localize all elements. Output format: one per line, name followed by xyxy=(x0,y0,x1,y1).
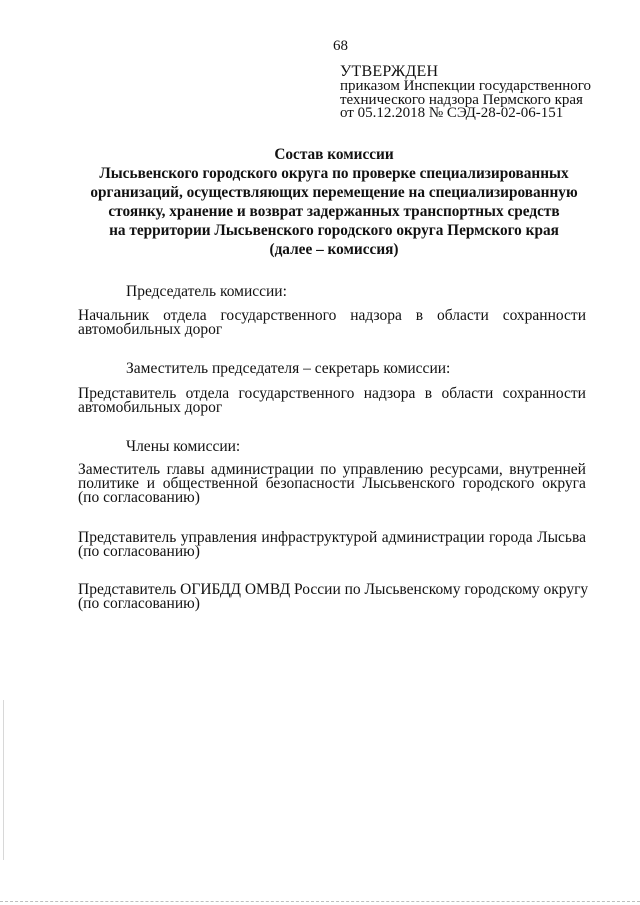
entry-word: Лысьва xyxy=(537,529,586,546)
chairman-entry xyxy=(78,309,586,337)
entry-word: города xyxy=(489,529,533,546)
entry-word: внутренней xyxy=(509,461,586,478)
entry-line: автомобильных дорог xyxy=(78,399,223,416)
title-line: Состав комиссии xyxy=(274,146,394,163)
entry-line: (по согласованию) xyxy=(78,595,200,612)
approval-stamp xyxy=(340,64,610,121)
entry-word: области xyxy=(436,307,489,324)
approval-line: технического надзора Пермского края xyxy=(340,91,583,108)
entry-word: надзора xyxy=(350,307,402,324)
title-line: стоянку, хранение и возврат задержанных транспортных средств xyxy=(108,203,560,220)
entry-word: отдела xyxy=(185,385,230,402)
entry-word: области xyxy=(441,385,494,402)
title-line: организаций, осуществляющих перемещение на специализированную xyxy=(90,184,578,201)
approval-line: приказом Инспекции государственного xyxy=(340,78,592,94)
approval-line: от 05.12.2018 № СЭД-28-02-06-151 xyxy=(340,105,564,121)
entry-word: по xyxy=(320,461,337,478)
chairman-heading: Председатель комиссии: xyxy=(126,283,287,300)
entry-word: Заместитель xyxy=(78,461,161,478)
member-entry xyxy=(78,531,586,559)
page-number: 68 xyxy=(333,38,348,54)
scan-edge-mark xyxy=(3,700,4,860)
approval-heading: УТВЕРЖДЕН xyxy=(340,63,439,80)
document-title xyxy=(70,145,598,259)
entry-word: в xyxy=(415,307,424,324)
entry-word: главы xyxy=(166,461,205,478)
entry-word: инфраструктурой xyxy=(261,529,378,546)
entry-word: Представитель xyxy=(78,385,177,402)
title-line: (далее – комиссия) xyxy=(269,241,399,258)
entry-word: государственного xyxy=(220,307,337,324)
entry-line: Представитель ОГИБДД ОМВД России по Лысьвенскому городскому округу xyxy=(78,581,589,598)
entry-word: государственного xyxy=(238,385,355,402)
entry-word: управлению xyxy=(342,461,424,478)
entry-word: Начальник xyxy=(78,307,150,324)
scan-bottom-edge xyxy=(0,900,640,902)
entry-word: ресурсами, xyxy=(429,461,503,478)
entry-word: отдела xyxy=(163,307,207,324)
entry-line: (по согласованию) xyxy=(78,489,200,506)
title-line: на территории Лысьвенского городского округа Пермского края xyxy=(109,222,559,239)
entry-word: округа xyxy=(542,475,586,492)
entry-word: управления xyxy=(180,529,257,546)
members-heading: Члены комиссии: xyxy=(126,438,241,455)
entry-word: администрации xyxy=(381,529,485,546)
member-entry xyxy=(78,581,589,612)
entry-word: политике xyxy=(78,475,139,492)
title-line: Лысьвенского городского округа по проверке специализированных xyxy=(99,165,569,182)
entry-word: Представитель xyxy=(78,529,177,546)
entry-word: сохранности xyxy=(502,385,586,402)
deputy-entry xyxy=(78,387,586,415)
member-entry xyxy=(78,463,586,505)
entry-word: безопасности xyxy=(265,475,355,492)
entry-line: автомобильных дорог xyxy=(78,321,223,338)
entry-word: надзора xyxy=(363,385,416,402)
entry-word: и xyxy=(146,475,156,492)
entry-word: сохранности xyxy=(502,307,586,324)
entry-word: в xyxy=(424,385,433,402)
deputy-heading: Заместитель председателя – секретарь комиссии: xyxy=(126,360,451,377)
entry-word: общественной xyxy=(162,475,258,492)
entry-word: Лысьвенского xyxy=(362,475,455,492)
entry-line: (по согласованию) xyxy=(78,543,200,560)
entry-word: городского xyxy=(462,475,535,492)
entry-word: администрации xyxy=(210,461,314,478)
